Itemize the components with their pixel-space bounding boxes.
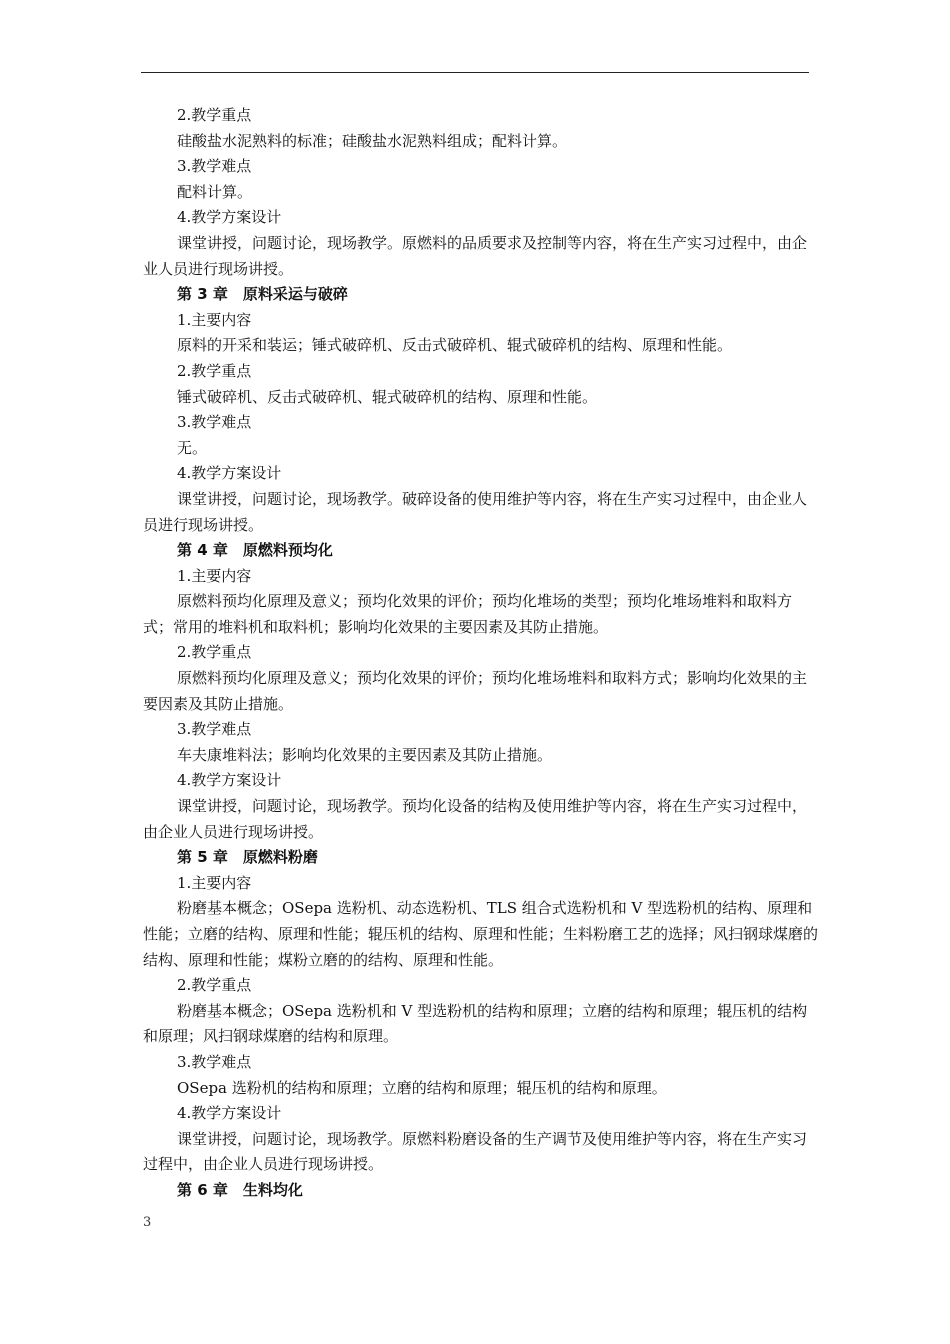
subheading: 3.教学难点 — [177, 1052, 252, 1071]
subheading: 4.教学方案设计 — [177, 771, 282, 790]
subheading: 3.教学难点 — [177, 157, 252, 176]
paragraph: 粉磨基本概念；OSepa 选粉机和 V 型选粉机的结构和原理；立磨的结构和原理；辊压机的结构和原理；风扫钢球煤磨的结构和原理。 — [143, 1001, 808, 1046]
paragraph: 课堂讲授，问题讨论，现场教学。原燃料粉磨设备的生产调节及使用维护等内容，将在生产实习过程中，由企业人员进行现场讲授。 — [143, 1129, 808, 1174]
subheading: 1.主要内容 — [177, 310, 252, 329]
subheading: 1.主要内容 — [177, 566, 252, 585]
header-rule — [141, 72, 809, 73]
chapter-heading-6: 第 6 章 生料均化 — [177, 1180, 303, 1199]
chapter-heading-3: 第 3 章 原料采运与破碎 — [177, 285, 348, 304]
document-body — [143, 103, 818, 1204]
subheading: 3.教学难点 — [177, 720, 252, 739]
subheading: 2.教学重点 — [177, 976, 252, 995]
paragraph: 原燃料预均化原理及意义；预均化效果的评价；预均化堆场的类型；预均化堆场堆料和取料方式；常用的堆料机和取料机；影响均化效果的主要因素及其防止措施。 — [143, 592, 793, 636]
paragraph: OSepa 选粉机的结构和原理；立磨的结构和原理；辊压机的结构和原理。 — [177, 1078, 667, 1097]
paragraph: 车夫康堆料法；影响均化效果的主要因素及其防止措施。 — [177, 745, 553, 764]
subheading: 4.教学方案设计 — [177, 464, 282, 483]
paragraph: 硅酸盐水泥熟料的标准；硅酸盐水泥熟料组成；配料计算。 — [177, 131, 568, 150]
paragraph: 配料计算。 — [177, 182, 253, 201]
subheading: 1.主要内容 — [177, 873, 252, 892]
subheading: 2.教学重点 — [177, 361, 252, 380]
paragraph: 粉磨基本概念；OSepa 选粉机、动态选粉机、TLS 组合式选粉机和 V 型选粉机的结构、原理和性能；立磨的结构、原理和性能；辊压机的结构、原理和性能；生料粉磨工艺的选择；风扫钢球煤磨的结构、原理和性能；煤粉立磨的的结构、原理和性能。 — [143, 899, 819, 969]
chapter-heading-4: 第 4 章 原燃料预均化 — [177, 541, 333, 560]
paragraph: 课堂讲授，问题讨论，现场教学。原燃料的品质要求及控制等内容，将在生产实习过程中，由企业人员进行现场讲授。 — [143, 233, 808, 278]
paragraph: 课堂讲授，问题讨论，现场教学。破碎设备的使用维护等内容，将在生产实习过程中，由企业人员进行现场讲授。 — [143, 489, 808, 534]
paragraph: 无。 — [177, 438, 208, 457]
page-number: 3 — [143, 1215, 152, 1230]
subheading: 2.教学重点 — [177, 643, 252, 662]
chapter-heading-5: 第 5 章 原燃料粉磨 — [177, 848, 318, 867]
paragraph: 原燃料预均化原理及意义；预均化效果的评价；预均化堆场堆料和取料方式；影响均化效果的主要因素及其防止措施。 — [143, 669, 808, 713]
paragraph: 锤式破碎机、反击式破碎机、辊式破碎机的结构、原理和性能。 — [177, 387, 598, 406]
subheading: 2.教学重点 — [177, 106, 252, 124]
subheading: 4.教学方案设计 — [177, 208, 282, 227]
subheading: 3.教学难点 — [177, 413, 252, 432]
paragraph: 课堂讲授，问题讨论，现场教学。预均化设备的结构及使用维护等内容，将在生产实习过程中，由企业人员进行现场讲授。 — [143, 797, 808, 841]
subheading: 4.教学方案设计 — [177, 1104, 282, 1123]
paragraph: 原料的开采和装运；锤式破碎机、反击式破碎机、辊式破碎机的结构、原理和性能。 — [177, 336, 733, 355]
